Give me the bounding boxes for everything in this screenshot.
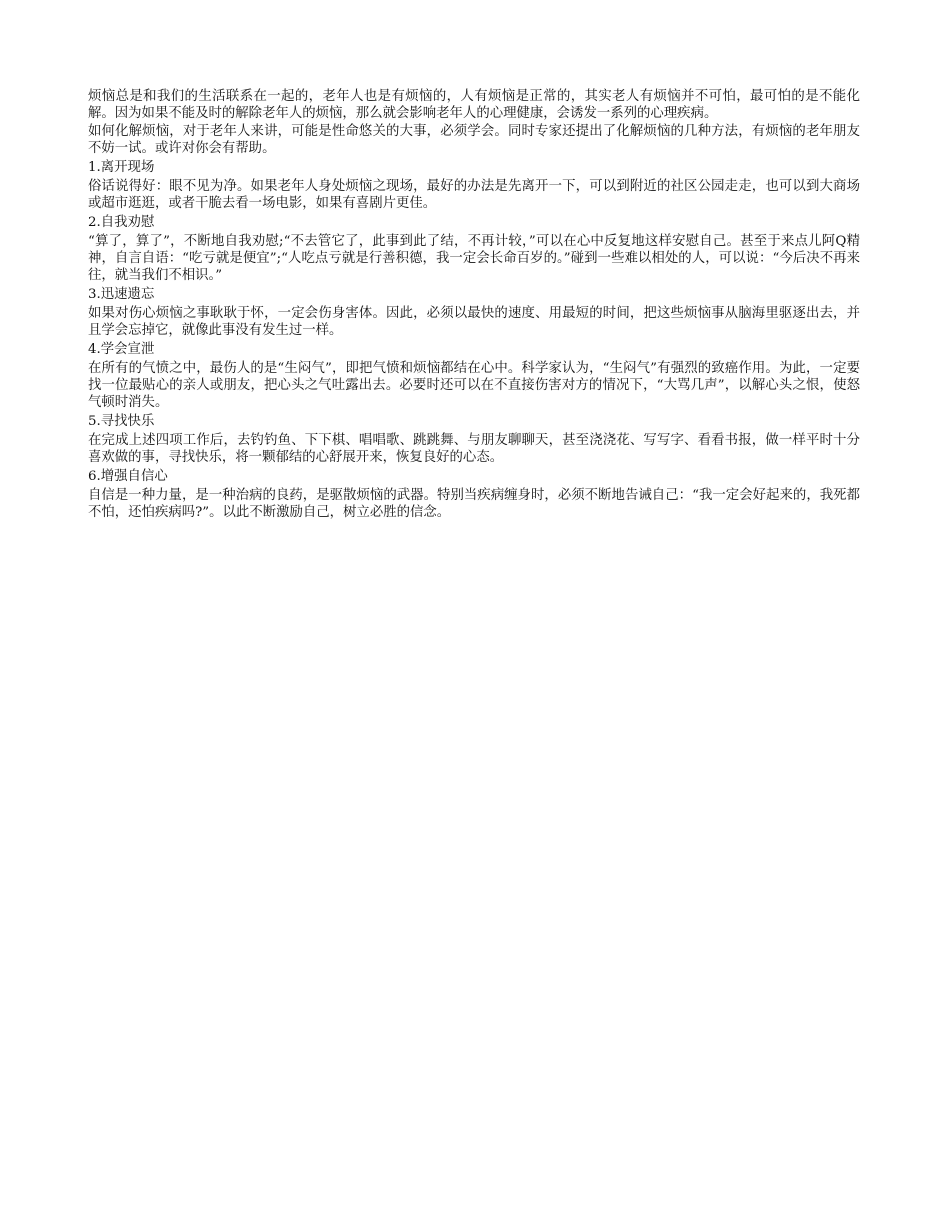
section-heading-2: 2.自我劝慰 — [88, 215, 155, 230]
section-heading-5: 5.寻找快乐 — [88, 414, 155, 429]
section-body-6: 自信是一种力量，是一种治病的良药，是驱散烦恼的武器。特别当疾病缠身时，必须不断地告诫自己：“我一定会好起来的，我死都不怕，还怕疾病吗?”。以此不断激励自己，树立必胜的信念。 — [88, 488, 860, 520]
section-body-5: 在完成上述四项工作后，去钓钓鱼、下下棋、唱唱歌、跳跳舞、与朋友聊聊天，甚至浇浇花、写写字、看看书报，做一样平时十分喜欢做的事，寻找快乐，将一颗郁结的心舒展开来，恢复良好的心态。 — [88, 433, 860, 465]
section-body-4: 在所有的气愤之中，最伤人的是“生闷气”，即把气愤和烦恼都结在心中。科学家认为，“生闷气”有强烈的致癌作用。为此，一定要找一位最贴心的亲人或朋友，把心头之气吐露出去。必要时还可以在不直接伤害对方的情况下，“大骂几声”，以解心头之恨，使怒气顿时消失。 — [88, 361, 860, 410]
section-body-2: “算了，算了”，不断地自我劝慰;“不去管它了，此事到此了结，不再计较，”可以在心中反复地这样安慰自己。甚至于来点儿阿Q精神，自言自语：“吃亏就是便宜”;“人吃点亏就是行善积德，我一定会长命百岁的。”碰到一些难以相处的人，可以说：“今后决不再来往，就当我们不相识。” — [88, 234, 860, 283]
intro-paragraph-2: 如何化解烦恼，对于老年人来讲，可能是性命悠关的大事，必须学会。同时专家还提出了化解烦恼的几种方法，有烦恼的老年朋友不妨一试。或许对你会有帮助。 — [88, 124, 860, 156]
section-heading-6: 6.增强自信心 — [88, 469, 168, 484]
intro-paragraph-1: 烦恼总是和我们的生活联系在一起的，老年人也是有烦恼的，人有烦恼是正常的，其实老人有烦恼并不可怕，最可怕的是不能化解。因为如果不能及时的解除老年人的烦恼，那么就会影响老年人的心理健康，会诱发一系列的心理疾病。 — [88, 89, 860, 121]
section-heading-1: 1.离开现场 — [88, 160, 155, 175]
document-page — [88, 88, 860, 522]
section-body-1: 俗话说得好：眼不见为净。如果老年人身处烦恼之现场，最好的办法是先离开一下，可以到附近的社区公园走走，也可以到大商场或超市逛逛，或者干脆去看一场电影，如果有喜剧片更佳。 — [88, 179, 860, 211]
section-heading-3: 3.迅速遗忘 — [88, 287, 155, 302]
section-body-3: 如果对伤心烦恼之事耿耿于怀，一定会伤身害体。因此，必须以最快的速度、用最短的时间，把这些烦恼事从脑海里驱逐出去，并且学会忘掉它，就像此事没有发生过一样。 — [88, 306, 860, 338]
section-heading-4: 4.学会宣泄 — [88, 342, 155, 357]
